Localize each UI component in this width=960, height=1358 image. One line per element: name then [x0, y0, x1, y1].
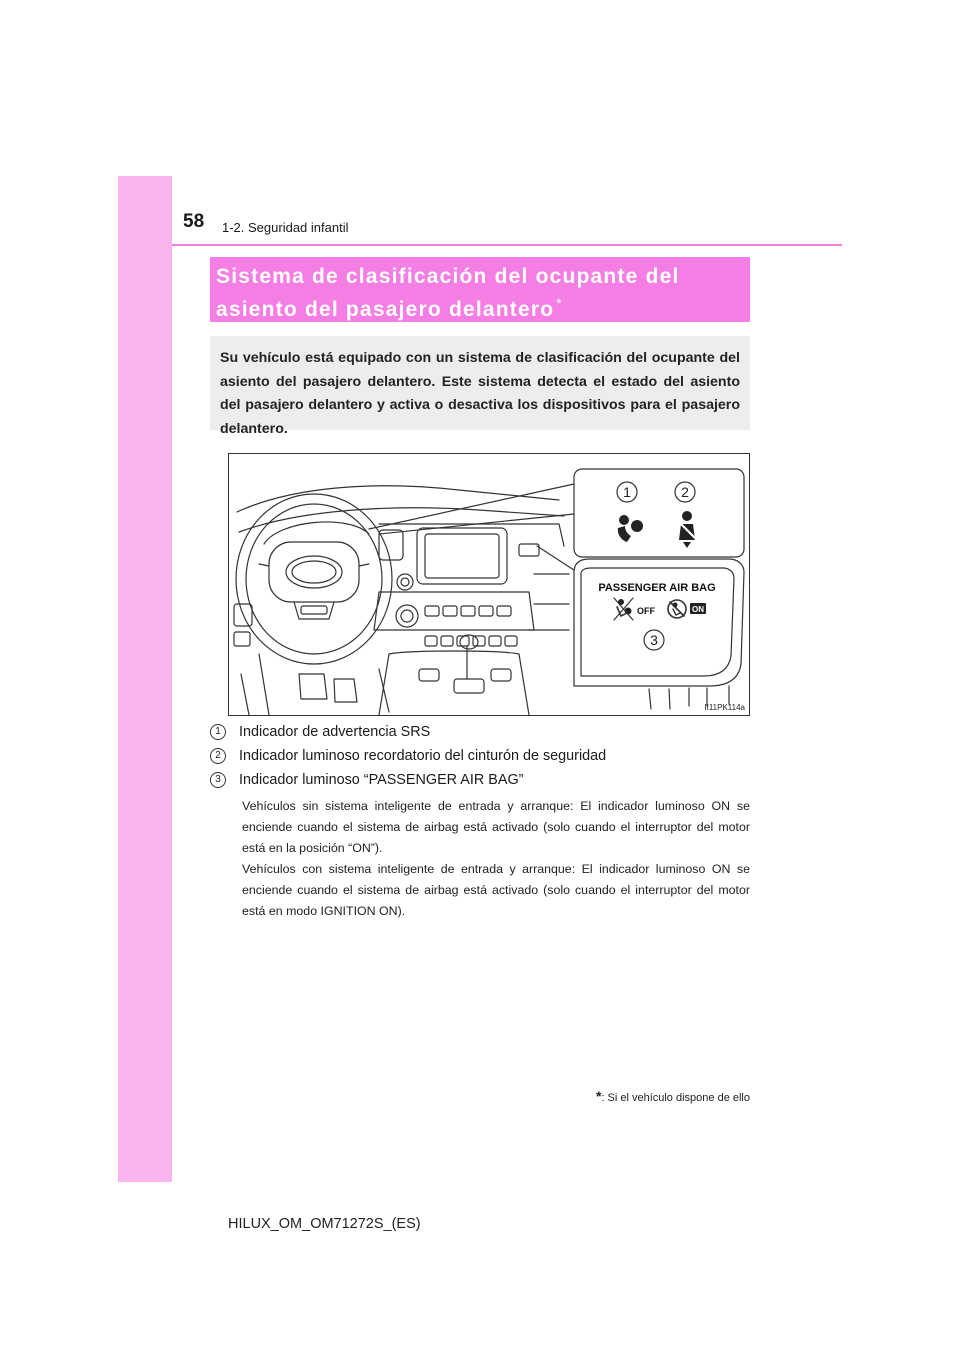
callout-circle-2 [675, 482, 695, 502]
title-line-1: Sistema de clasificación del ocupante del [216, 265, 680, 288]
section-label: 1-2. Seguridad infantil [222, 220, 349, 235]
dash-right-lines [529, 574, 569, 630]
callout-num-1: 1 [623, 484, 631, 500]
pedals [299, 669, 389, 712]
footnote [596, 1088, 750, 1104]
intro-text: Su vehículo está equipado con un sistema de clasificación del ocupante del asiento del pasajero delantero. Este sistema detecta el estado del asiento del pasajero delantero y activa o desactiva los dispositivos para el pasajero delantero. [220, 350, 740, 437]
callout-box-indicators [574, 469, 744, 557]
start-knob-inner [401, 578, 409, 586]
document-code: HILUX_OM_OM71272S_(ES) [228, 1216, 421, 1232]
title-line-2 [216, 290, 750, 323]
instrument-hood [264, 522, 369, 544]
footnote-star: * [595, 1088, 602, 1104]
section-title [210, 257, 750, 322]
note-smart-key: Vehículos con sistema inteligente de entrada y arranque: El indicador luminoso ON se enciende cuando el sistema de airbag está activado (solo cuando el interruptor del motor está en modo IGNITION ON). [242, 862, 750, 918]
callout-num-2: 2 [681, 484, 689, 500]
legend-item-1 [210, 722, 430, 742]
page-number: 58 [183, 211, 205, 232]
dashboard-figure [228, 453, 750, 716]
center-vent-left [379, 530, 403, 560]
footnote-text: : Si el vehículo dispone de ello [601, 1092, 750, 1104]
off-label: OFF [637, 606, 655, 616]
climate-controls [374, 592, 534, 630]
button-row [425, 636, 517, 646]
callout-box-passenger-airbag [574, 559, 744, 686]
intro-box [210, 336, 750, 437]
legend-marker-1: 1 [210, 724, 226, 740]
callout-num-3: 3 [650, 632, 658, 648]
note-no-smart-key: Vehículos sin sistema inteligente de entrada y arranque: El indicador luminoso ON se enciende cuando el sistema de airbag está activado (solo cuando el interruptor del motor está en la posición “ON”). [242, 799, 750, 855]
center-screen [417, 528, 507, 584]
legend-marker-2: 2 [210, 748, 226, 764]
on-label: ON [692, 605, 704, 614]
callout-circle-1 [617, 482, 637, 502]
legend-marker-3: 3 [210, 772, 226, 788]
legend-text-3: Indicador luminoso “PASSENGER AIR BAG” [239, 772, 524, 788]
header-rule [172, 244, 842, 246]
panel-label: PASSENGER AIR BAG [598, 582, 716, 594]
legend-text-2: Indicador luminoso recordatorio del cinturón de seguridad [239, 748, 607, 764]
legend-item-3 [210, 770, 523, 790]
steering-wheel [236, 494, 392, 664]
figure-code: II11PK114a [704, 703, 745, 712]
leader-line-panel [537, 546, 577, 572]
door-lines [241, 654, 269, 715]
title-line-2-text: asiento del pasajero delantero [216, 298, 555, 321]
notes [242, 796, 750, 922]
center-console [379, 635, 529, 715]
left-switches [234, 632, 250, 646]
dash-mid-line [379, 524, 564, 546]
legend-item-2 [210, 746, 606, 766]
title-asterisk: * [556, 295, 563, 311]
dashboard-illustration [229, 454, 749, 715]
side-band [118, 176, 172, 1182]
callout-circle-3 [644, 630, 664, 650]
legend-text-1: Indicador de advertencia SRS [239, 724, 431, 740]
start-knob [397, 574, 413, 590]
passenger-airbag-indicator-housing [519, 544, 539, 556]
